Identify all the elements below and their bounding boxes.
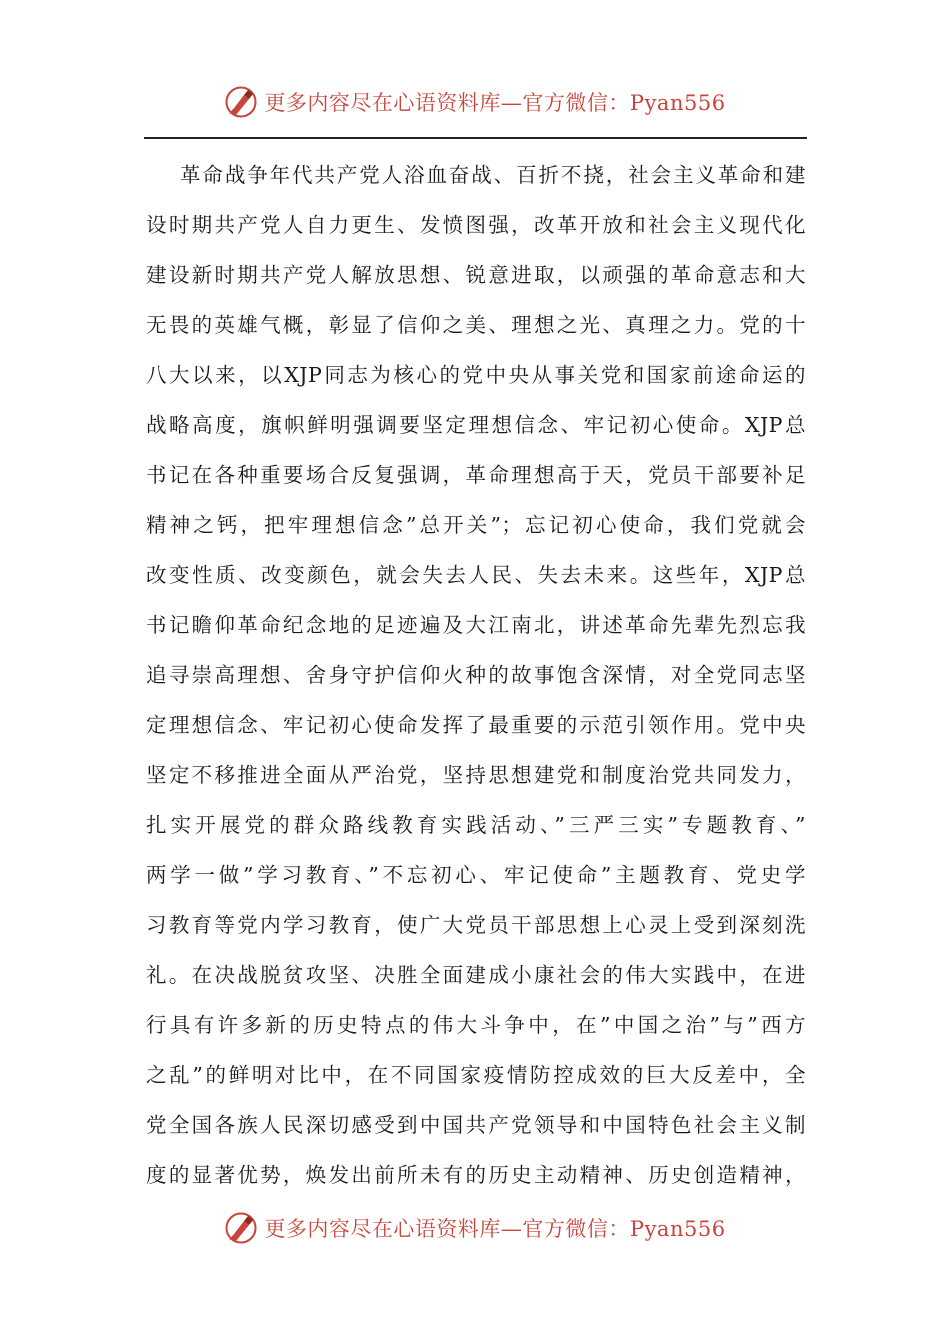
header-banner xyxy=(0,82,950,122)
body-line: 书记在各种重要场合反复强调，革命理想高于天，党员干部要补足 xyxy=(146,463,806,487)
body-line: 书记瞻仰革命纪念地的足迹遍及大江南北，讲述革命先辈先烈忘我 xyxy=(146,613,806,637)
body-line: 精神之钙，把牢理想信念”总开关”；忘记初心使命，我们党就会 xyxy=(146,513,806,537)
body-line: 之乱”的鲜明对比中，在不同国家疫情防控成效的巨大反差中，全 xyxy=(146,1063,806,1087)
body-line: 坚定不移推进全面从严治党，坚持思想建党和制度治党共同发力， xyxy=(146,763,806,787)
header-divider xyxy=(144,137,807,139)
footer-banner-text: 更多内容尽在心语资料库—官方微信：Pyan556 xyxy=(264,1217,726,1241)
body-line: 度的显著优势，焕发出前所未有的历史主动精神、历史创造精神， xyxy=(146,1163,806,1187)
body-line: 定理想信念、牢记初心使命发挥了最重要的示范引领作用。党中央 xyxy=(146,713,806,737)
body-line: 礼。在决战脱贫攻坚、决胜全面建成小康社会的伟大实践中，在进 xyxy=(146,963,806,987)
body-line: 扎实开展党的群众路线教育实践活动、”三严三实”专题教育、” xyxy=(146,813,806,837)
body-line: 建设新时期共产党人解放思想、锐意进取，以顽强的革命意志和大 xyxy=(146,263,806,287)
body-line: 两学一做”学习教育、”不忘初心、牢记使命”主题教育、党史学 xyxy=(146,863,806,887)
body-line: 战略高度，旗帜鲜明强调要坚定理想信念、牢记初心使命。XJP总 xyxy=(146,413,806,437)
body-line: 八大以来，以XJP同志为核心的党中央从事关党和国家前途命运的 xyxy=(146,363,806,387)
body-line: 无畏的英雄气概，彰显了信仰之美、理想之光、真理之力。党的十 xyxy=(146,313,806,337)
pen-circle-logo-icon xyxy=(224,85,258,119)
body-line: 习教育等党内学习教育，使广大党员干部思想上心灵上受到深刻洗 xyxy=(146,913,806,937)
body-line: 设时期共产党人自力更生、发愤图强，改革开放和社会主义现代化 xyxy=(146,213,806,237)
header-banner-text: 更多内容尽在心语资料库—官方微信：Pyan556 xyxy=(264,91,726,115)
footer-banner xyxy=(0,1208,950,1248)
body-line: 改变性质、改变颜色，就会失去人民、失去未来。这些年，XJP总 xyxy=(146,563,806,587)
body-line: 行具有许多新的历史特点的伟大斗争中，在”中国之治”与”西方 xyxy=(146,1013,806,1037)
body-line: 追寻崇高理想、舍身守护信仰火种的故事饱含深情，对全党同志坚 xyxy=(146,663,806,687)
body-line: 革命战争年代共产党人浴血奋战、百折不挠，社会主义革命和建 xyxy=(180,163,806,187)
pen-circle-logo-icon xyxy=(224,1211,258,1245)
body-line: 党全国各族人民深切感受到中国共产党领导和中国特色社会主义制 xyxy=(146,1113,806,1137)
document-body xyxy=(146,150,806,1200)
